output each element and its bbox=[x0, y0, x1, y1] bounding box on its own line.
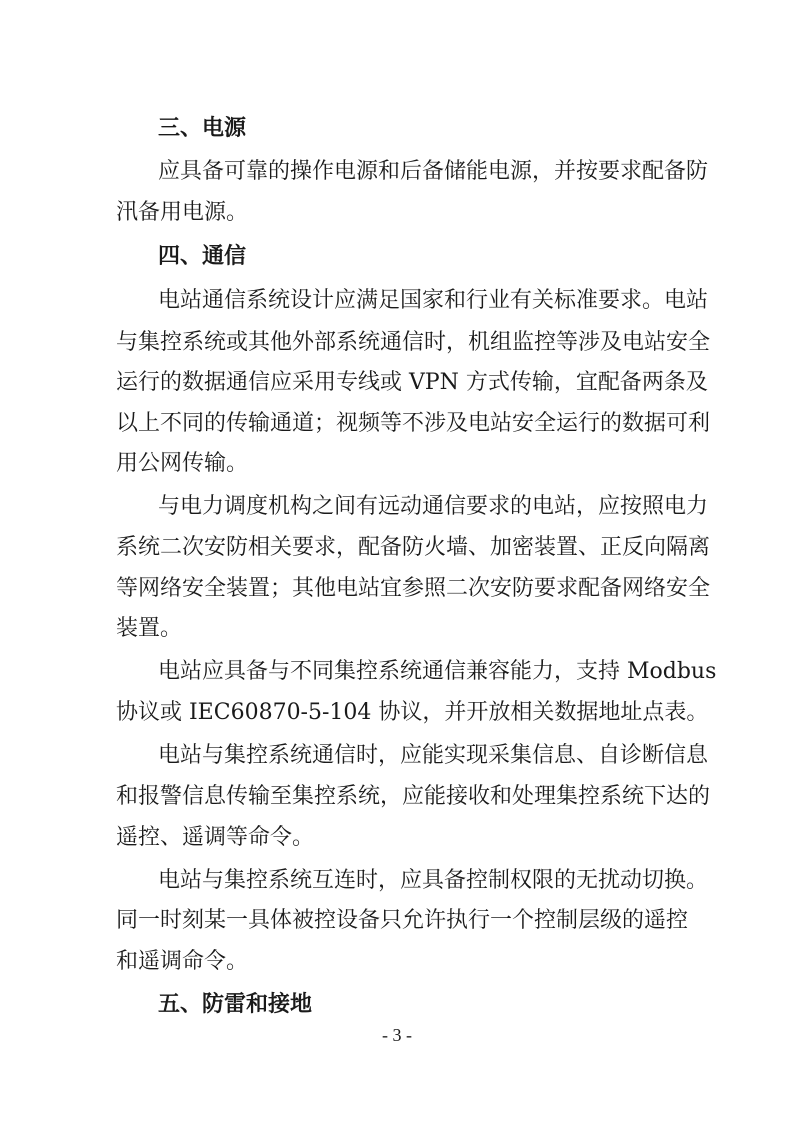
comm-para-3-line-2: 协议或 IEC60870-5-104 协议，并开放相关数据地址点表。 bbox=[116, 700, 709, 725]
section-heading-communication: 四、通信 bbox=[158, 244, 247, 269]
comm-para-3-line-1: 电站应具备与不同集控系统通信兼容能力，支持 Modbus bbox=[158, 659, 717, 684]
section-heading-power: 三、电源 bbox=[158, 116, 247, 141]
comm-para-4-line-2: 和报警信息传输至集控系统，应能接收和处理集控系统下达的 bbox=[116, 784, 711, 809]
comm-para-4-line-1: 电站与集控系统通信时，应能实现采集信息、自诊断信息 bbox=[158, 743, 709, 768]
comm-para-1-line-5: 用公网传输。 bbox=[116, 451, 249, 476]
comm-para-4-line-3: 遥控、遥调等命令。 bbox=[116, 825, 315, 850]
power-para-1-line-2: 汛备用电源。 bbox=[116, 200, 249, 225]
comm-para-2-line-2: 系统二次安防相关要求，配备防火墙、加密装置、正反向隔离 bbox=[116, 535, 711, 560]
comm-para-1-line-4: 以上不同的传输通道；视频等不涉及电站安全运行的数据可利 bbox=[116, 411, 711, 436]
comm-para-1-line-1: 电站通信系统设计应满足国家和行业有关标准要求。电站 bbox=[158, 288, 709, 313]
power-para-1-line-1: 应具备可靠的操作电源和后备储能电源，并按要求配备防 bbox=[158, 159, 709, 184]
comm-para-5-line-3: 和遥调命令。 bbox=[116, 949, 249, 974]
comm-para-1-line-2: 与集控系统或其他外部系统通信时，机组监控等涉及电站安全 bbox=[116, 330, 711, 355]
comm-para-1-line-3: 运行的数据通信应采用专线或 VPN 方式传输，宜配备两条及 bbox=[116, 370, 708, 395]
comm-para-2-line-1: 与电力调度机构之间有远动通信要求的电站，应按照电力 bbox=[158, 494, 709, 519]
section-heading-lightning: 五、防雷和接地 bbox=[158, 992, 313, 1017]
page-number: - 3 - bbox=[382, 1025, 412, 1045]
comm-para-2-line-4: 装置。 bbox=[116, 616, 183, 641]
comm-para-5-line-1: 电站与集控系统互连时，应具备控制权限的无扰动切换。 bbox=[158, 868, 709, 893]
comm-para-5-line-2: 同一时刻某一具体被控设备只允许执行一个控制层级的遥控 bbox=[116, 908, 689, 933]
comm-para-2-line-3: 等网络安全装置；其他电站宜参照二次安防要求配备网络安全 bbox=[116, 576, 711, 601]
